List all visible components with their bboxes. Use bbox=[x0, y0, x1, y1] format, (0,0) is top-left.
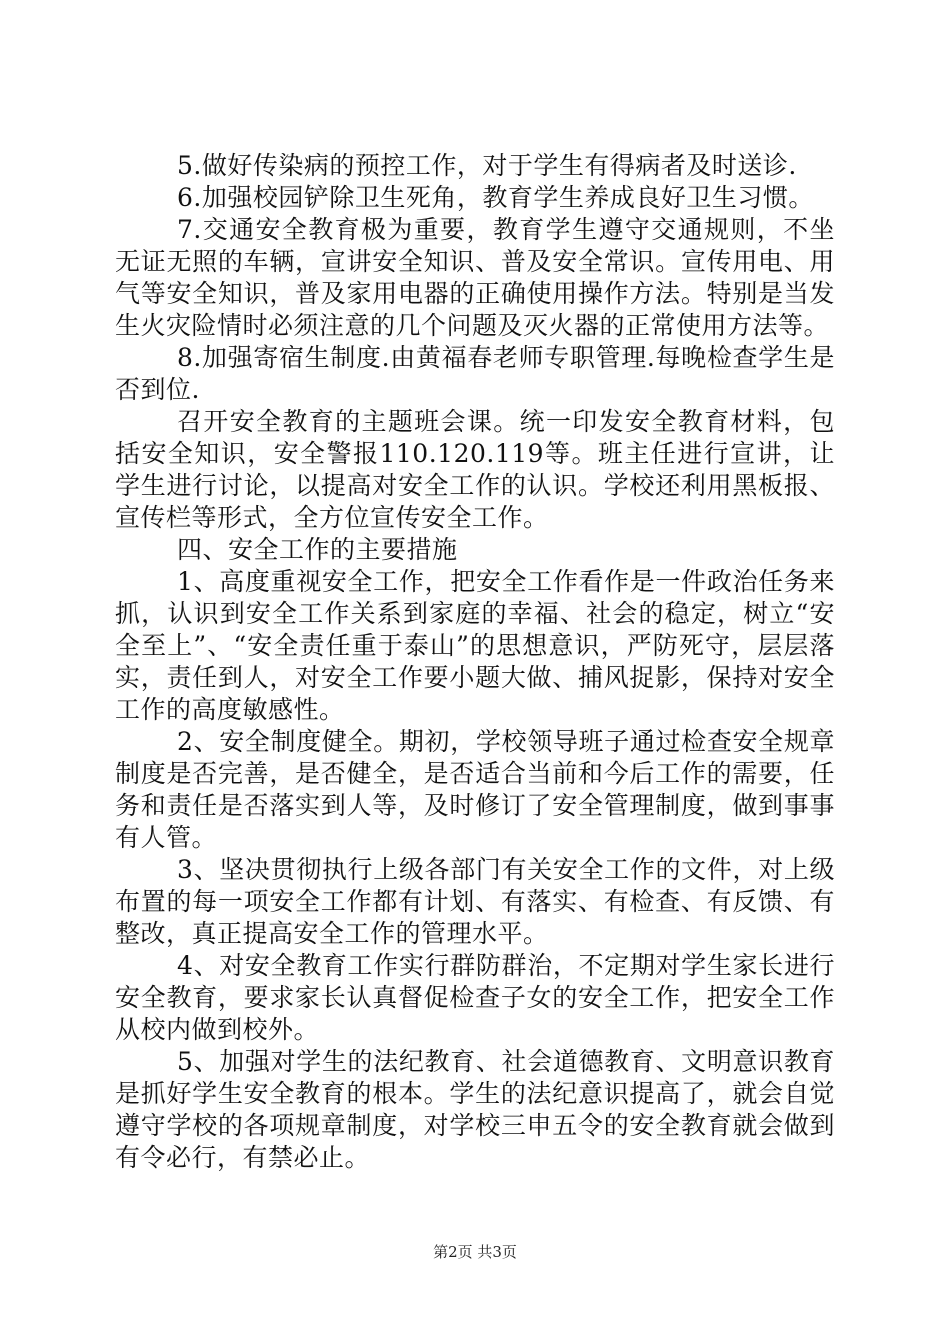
paragraph-item-7-traffic: 7.交通安全教育极为重要，教育学生遵守交通规则，不坐无证无照的车辆，宣讲安全知识、普及安全常识。宣传用电、用气等安全知识，普及家用电器的正确使用操作方法。特别是当发生火灾险情时必须注意的几个问题及灭火器的正常使用方法等。 bbox=[115, 215, 835, 340]
paragraph-item-6-hygiene: 6.加强校园铲除卫生死角，教育学生养成良好卫生习惯。 bbox=[177, 183, 814, 212]
page-number-label: 第2页 共3页 bbox=[433, 1243, 517, 1261]
paragraph-measure-4: 4、对安全教育工作实行群防群治，不定期对学生家长进行安全教育，要求家长认真督促检查子女的安全工作，把安全工作从校内做到校外。 bbox=[115, 951, 835, 1044]
paragraph-measure-2: 2、安全制度健全。期初，学校领导班子通过检查安全规章制度是否完善，是否健全，是否适合当前和今后工作的需要，任务和责任是否落实到人等，及时修订了安全管理制度，做到事事有人管。 bbox=[115, 727, 835, 852]
paragraph-item-5-prevention: 5.做好传染病的预控工作，对于学生有得病者及时送诊. bbox=[177, 151, 797, 180]
paragraph-measure-3: 3、坚决贯彻执行上级各部门有关安全工作的文件，对上级布置的每一项安全工作都有计划、有落实、有检查、有反馈、有整改，真正提高安全工作的管理水平。 bbox=[115, 855, 835, 948]
paragraph-item-8-boarding: 8.加强寄宿生制度.由黄福春老师专职管理.每晚检查学生是否到位. bbox=[115, 343, 835, 404]
paragraph-measure-1: 1、高度重视安全工作，把安全工作看作是一件政治任务来抓，认识到安全工作关系到家庭的幸福、社会的稳定，树立“安全至上”、“安全责任重于泰山”的思想意识，严防死守，层层落实，责任到人，对安全工作要小题大做、捕风捉影，保持对安全工作的高度敏感性。 bbox=[115, 567, 835, 724]
paragraph-measure-5: 5、加强对学生的法纪教育、社会道德教育、文明意识教育是抓好学生安全教育的根本。学生的法纪意识提高了，就会自觉遵守学校的各项规章制度，对学校三申五令的安全教育就会做到有令必行，有禁必止。 bbox=[115, 1047, 835, 1172]
page-footer bbox=[0, 1242, 950, 1262]
document-body bbox=[115, 150, 835, 1174]
section-heading-measures: 四、安全工作的主要措施 bbox=[177, 535, 458, 564]
paragraph-class-meeting: 召开安全教育的主题班会课。统一印发安全教育材料，包括安全知识，安全警报110.120.119等。班主任进行宣讲，让学生进行讨论，以提高对安全工作的认识。学校还利用黑板报、宣传栏等形式，全方位宣传安全工作。 bbox=[115, 407, 835, 532]
